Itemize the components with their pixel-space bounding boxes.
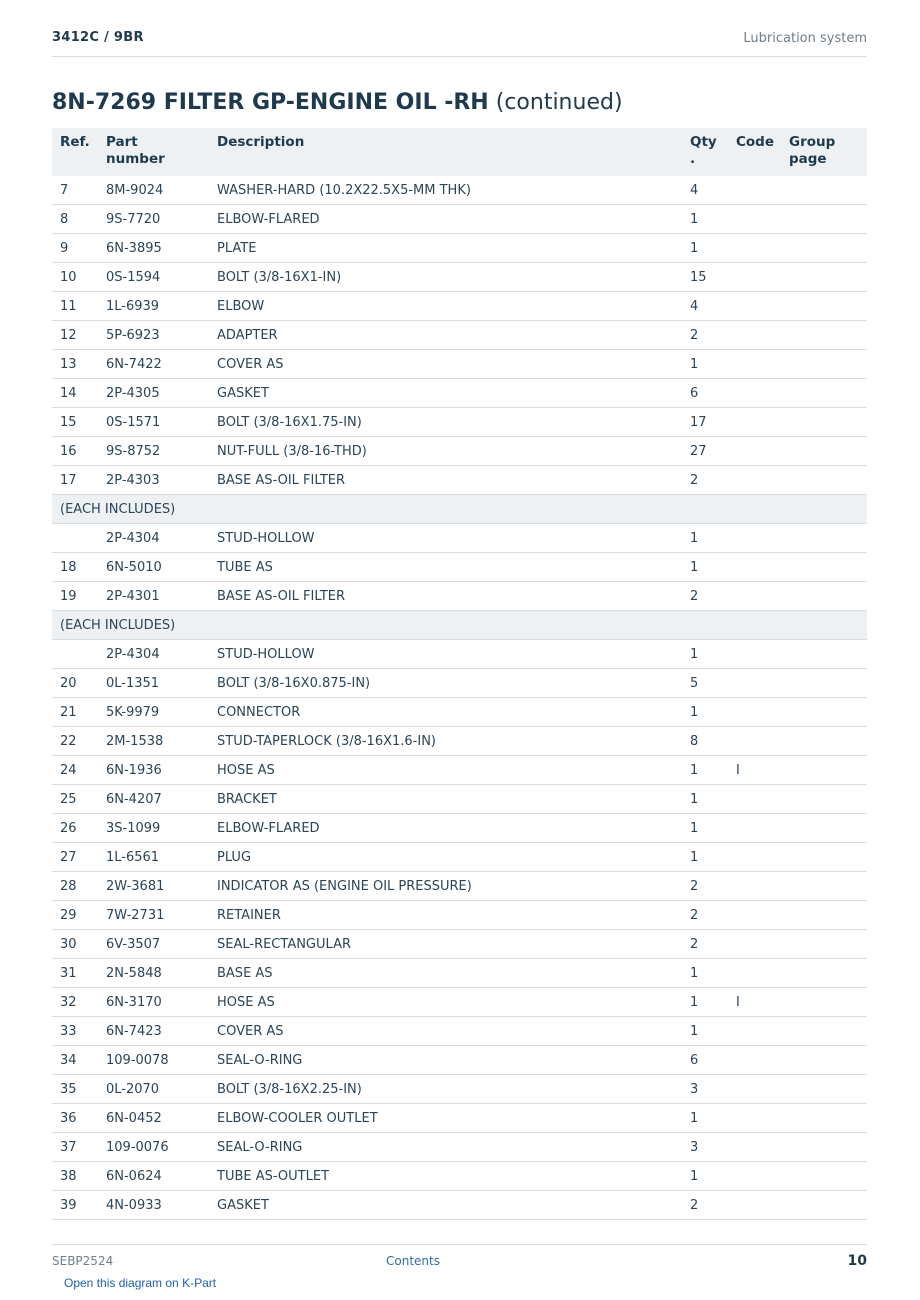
cell-code — [728, 350, 781, 379]
cell-group-page — [781, 1046, 867, 1075]
cell-ref: 27 — [52, 843, 98, 872]
cell-qty: 17 — [682, 408, 728, 437]
note-text: (EACH INCLUDES) — [52, 495, 867, 524]
cell-group-page — [781, 872, 867, 901]
cell-part-number: 2P-4304 — [98, 524, 209, 553]
cell-code — [728, 553, 781, 582]
cell-description: CONNECTOR — [209, 698, 682, 727]
table-row — [52, 263, 867, 292]
cell-qty: 1 — [682, 698, 728, 727]
table-row — [52, 785, 867, 814]
cell-group-page — [781, 1162, 867, 1191]
table-row — [52, 379, 867, 408]
cell-ref — [52, 640, 98, 669]
cell-ref: 28 — [52, 872, 98, 901]
cell-part-number: 2P-4303 — [98, 466, 209, 495]
cell-qty: 1 — [682, 814, 728, 843]
document-id: SEBP2524 — [52, 1254, 114, 1268]
cell-code — [728, 292, 781, 321]
cell-group-page — [781, 930, 867, 959]
cell-description: NUT-FULL (3/8-16-THD) — [209, 437, 682, 466]
cell-qty: 1 — [682, 1104, 728, 1133]
cell-qty: 1 — [682, 756, 728, 785]
note-row — [52, 495, 867, 524]
cell-qty: 1 — [682, 524, 728, 553]
cell-qty: 2 — [682, 872, 728, 901]
table-row — [52, 640, 867, 669]
cell-code — [728, 205, 781, 234]
cell-group-page — [781, 901, 867, 930]
cell-part-number: 8M-9024 — [98, 176, 209, 205]
table-row — [52, 524, 867, 553]
cell-ref: 18 — [52, 553, 98, 582]
cell-group-page — [781, 1017, 867, 1046]
cell-ref: 12 — [52, 321, 98, 350]
cell-part-number: 2P-4301 — [98, 582, 209, 611]
cell-ref: 35 — [52, 1075, 98, 1104]
cell-description: SEAL-O-RING — [209, 1133, 682, 1162]
cell-qty: 2 — [682, 582, 728, 611]
cell-ref: 9 — [52, 234, 98, 263]
title-suffix: (continued) — [495, 90, 623, 115]
cell-part-number: 6N-7422 — [98, 350, 209, 379]
cell-ref: 36 — [52, 1104, 98, 1133]
cell-part-number: 6N-7423 — [98, 1017, 209, 1046]
cell-qty: 1 — [682, 350, 728, 379]
cell-code — [728, 959, 781, 988]
cell-qty: 8 — [682, 727, 728, 756]
cell-description: BOLT (3/8-16X0.875-IN) — [209, 669, 682, 698]
cell-description: RETAINER — [209, 901, 682, 930]
cell-ref: 17 — [52, 466, 98, 495]
cell-code — [728, 1075, 781, 1104]
cell-ref: 21 — [52, 698, 98, 727]
cell-part-number: 3S-1099 — [98, 814, 209, 843]
cell-ref: 30 — [52, 930, 98, 959]
table-row — [52, 234, 867, 263]
cell-part-number: 1L-6939 — [98, 292, 209, 321]
cell-group-page — [781, 785, 867, 814]
note-row — [52, 611, 867, 640]
table-row — [52, 1017, 867, 1046]
cell-code — [728, 1104, 781, 1133]
cell-description: INDICATOR AS (ENGINE OIL PRESSURE) — [209, 872, 682, 901]
cell-part-number: 6N-4207 — [98, 785, 209, 814]
cell-group-page — [781, 408, 867, 437]
cell-qty: 4 — [682, 176, 728, 205]
cell-description: GASKET — [209, 379, 682, 408]
cell-description: TUBE AS-OUTLET — [209, 1162, 682, 1191]
section-label: Lubrication system — [743, 31, 867, 46]
cell-group-page — [781, 1133, 867, 1162]
cell-description: BASE AS — [209, 959, 682, 988]
cell-code — [728, 640, 781, 669]
cell-part-number: 2P-4305 — [98, 379, 209, 408]
cell-ref: 25 — [52, 785, 98, 814]
cell-group-page — [781, 292, 867, 321]
cell-description: BOLT (3/8-16X1.75-IN) — [209, 408, 682, 437]
cell-description: ELBOW-COOLER OUTLET — [209, 1104, 682, 1133]
cell-code — [728, 1017, 781, 1046]
cell-description: BRACKET — [209, 785, 682, 814]
cell-group-page — [781, 1104, 867, 1133]
contents-link[interactable]: Contents — [386, 1254, 440, 1268]
cell-part-number: 1L-6561 — [98, 843, 209, 872]
table-row — [52, 1162, 867, 1191]
cell-part-number: 0L-1351 — [98, 669, 209, 698]
cell-description: ADAPTER — [209, 321, 682, 350]
cell-ref: 24 — [52, 756, 98, 785]
parts-table-body — [52, 176, 867, 1220]
cell-description: PLATE — [209, 234, 682, 263]
cell-group-page — [781, 524, 867, 553]
cell-code — [728, 408, 781, 437]
cell-description: TUBE AS — [209, 553, 682, 582]
cell-qty: 1 — [682, 843, 728, 872]
cell-qty: 6 — [682, 1046, 728, 1075]
cell-ref: 38 — [52, 1162, 98, 1191]
note-text: (EACH INCLUDES) — [52, 611, 867, 640]
table-row — [52, 698, 867, 727]
cell-description: COVER AS — [209, 350, 682, 379]
cell-group-page — [781, 640, 867, 669]
cell-group-page — [781, 263, 867, 292]
header-description: Description — [217, 134, 305, 150]
cell-group-page — [781, 1191, 867, 1220]
cell-group-page — [781, 321, 867, 350]
cell-ref: 29 — [52, 901, 98, 930]
cell-qty: 2 — [682, 1191, 728, 1220]
cell-group-page — [781, 843, 867, 872]
page-number: 10 — [847, 1253, 867, 1269]
model-label: 3412C / 9BR — [52, 30, 144, 45]
table-row — [52, 1104, 867, 1133]
cell-group-page — [781, 1075, 867, 1104]
cell-code — [728, 669, 781, 698]
header-ref: Ref. — [60, 134, 90, 150]
cell-part-number: 0S-1571 — [98, 408, 209, 437]
cell-qty: 6 — [682, 379, 728, 408]
cell-group-page — [781, 669, 867, 698]
cell-code — [728, 727, 781, 756]
cell-code — [728, 901, 781, 930]
cell-group-page — [781, 756, 867, 785]
cell-group-page — [781, 350, 867, 379]
cell-code — [728, 582, 781, 611]
cell-description: ELBOW-FLARED — [209, 814, 682, 843]
table-row — [52, 408, 867, 437]
cell-code — [728, 263, 781, 292]
cell-description: ELBOW — [209, 292, 682, 321]
cell-description: ELBOW-FLARED — [209, 205, 682, 234]
cell-group-page — [781, 727, 867, 756]
table-row — [52, 582, 867, 611]
cell-ref — [52, 524, 98, 553]
cell-code — [728, 176, 781, 205]
page-title — [52, 90, 623, 115]
cell-qty: 2 — [682, 321, 728, 350]
cell-code — [728, 379, 781, 408]
cell-part-number: 6N-3170 — [98, 988, 209, 1017]
cell-part-number: 6N-1936 — [98, 756, 209, 785]
cell-qty: 1 — [682, 234, 728, 263]
cell-code — [728, 1191, 781, 1220]
cell-ref: 32 — [52, 988, 98, 1017]
cell-part-number: 2M-1538 — [98, 727, 209, 756]
cell-description: STUD-HOLLOW — [209, 640, 682, 669]
cell-part-number: 109-0076 — [98, 1133, 209, 1162]
cell-part-number: 2N-5848 — [98, 959, 209, 988]
cell-qty: 2 — [682, 930, 728, 959]
title-main: 8N-7269 FILTER GP-ENGINE OIL -RH — [52, 90, 489, 115]
cell-group-page — [781, 582, 867, 611]
cell-part-number: 2W-3681 — [98, 872, 209, 901]
cell-qty: 1 — [682, 1017, 728, 1046]
cell-part-number: 6N-3895 — [98, 234, 209, 263]
cell-group-page — [781, 205, 867, 234]
header-code: Code — [736, 134, 775, 150]
cell-code — [728, 466, 781, 495]
table-row — [52, 321, 867, 350]
table-row — [52, 437, 867, 466]
table-row — [52, 466, 867, 495]
cell-description: STUD-HOLLOW — [209, 524, 682, 553]
cell-group-page — [781, 176, 867, 205]
table-row — [52, 814, 867, 843]
cell-ref: 22 — [52, 727, 98, 756]
cell-part-number: 109-0078 — [98, 1046, 209, 1075]
table-row — [52, 930, 867, 959]
cell-ref: 34 — [52, 1046, 98, 1075]
cell-description: BASE AS-OIL FILTER — [209, 582, 682, 611]
table-row — [52, 756, 867, 785]
table-row — [52, 959, 867, 988]
table-row — [52, 205, 867, 234]
cell-ref: 7 — [52, 176, 98, 205]
cell-ref: 19 — [52, 582, 98, 611]
cell-ref: 8 — [52, 205, 98, 234]
table-row — [52, 553, 867, 582]
cell-part-number: 7W-2731 — [98, 901, 209, 930]
cell-description: GASKET — [209, 1191, 682, 1220]
cell-description: BASE AS-OIL FILTER — [209, 466, 682, 495]
cell-code — [728, 872, 781, 901]
cell-code — [728, 930, 781, 959]
cell-ref: 14 — [52, 379, 98, 408]
cell-code — [728, 1133, 781, 1162]
cell-ref: 15 — [52, 408, 98, 437]
cell-description: SEAL-RECTANGULAR — [209, 930, 682, 959]
cell-ref: 39 — [52, 1191, 98, 1220]
cell-code — [728, 785, 781, 814]
cell-group-page — [781, 379, 867, 408]
cell-part-number: 9S-8752 — [98, 437, 209, 466]
header-part-number: Part number — [106, 134, 165, 167]
cell-qty: 2 — [682, 466, 728, 495]
cell-ref: 20 — [52, 669, 98, 698]
cell-code — [728, 321, 781, 350]
cell-part-number: 4N-0933 — [98, 1191, 209, 1220]
parts-table — [52, 128, 867, 1220]
cell-description: BOLT (3/8-16X2.25-IN) — [209, 1075, 682, 1104]
cell-description: BOLT (3/8-16X1-IN) — [209, 263, 682, 292]
table-row — [52, 1191, 867, 1220]
cell-code — [728, 1162, 781, 1191]
cell-description: WASHER-HARD (10.2X22.5X5-MM THK) — [209, 176, 682, 205]
cell-code — [728, 234, 781, 263]
cell-ref: 26 — [52, 814, 98, 843]
cell-code: I — [728, 756, 781, 785]
header-group-page: Group page — [789, 134, 836, 167]
table-row — [52, 727, 867, 756]
cell-part-number: 0L-2070 — [98, 1075, 209, 1104]
table-row — [52, 176, 867, 205]
cell-part-number: 0S-1594 — [98, 263, 209, 292]
cell-code — [728, 698, 781, 727]
cell-code: I — [728, 988, 781, 1017]
cell-part-number: 5P-6923 — [98, 321, 209, 350]
cell-description: HOSE AS — [209, 988, 682, 1017]
cell-qty: 1 — [682, 959, 728, 988]
cell-code — [728, 1046, 781, 1075]
cell-group-page — [781, 234, 867, 263]
cell-part-number: 2P-4304 — [98, 640, 209, 669]
cell-code — [728, 843, 781, 872]
table-row — [52, 988, 867, 1017]
table-row — [52, 872, 867, 901]
cell-qty: 27 — [682, 437, 728, 466]
cell-part-number: 6N-5010 — [98, 553, 209, 582]
cell-code — [728, 524, 781, 553]
cell-ref: 16 — [52, 437, 98, 466]
table-row — [52, 350, 867, 379]
table-row — [52, 901, 867, 930]
page-header — [52, 28, 867, 57]
cell-code — [728, 814, 781, 843]
cell-group-page — [781, 959, 867, 988]
cell-qty: 4 — [682, 292, 728, 321]
cell-qty: 1 — [682, 553, 728, 582]
cell-qty: 1 — [682, 1162, 728, 1191]
cell-group-page — [781, 988, 867, 1017]
page-footer — [52, 1244, 867, 1275]
cell-group-page — [781, 814, 867, 843]
open-kpart-diagram-link[interactable]: Open this diagram on K-Part — [64, 1276, 217, 1290]
cell-qty: 1 — [682, 785, 728, 814]
table-row — [52, 1133, 867, 1162]
cell-group-page — [781, 466, 867, 495]
cell-qty: 2 — [682, 901, 728, 930]
table-row — [52, 669, 867, 698]
cell-ref: 13 — [52, 350, 98, 379]
cell-description: COVER AS — [209, 1017, 682, 1046]
table-row — [52, 1046, 867, 1075]
cell-qty: 3 — [682, 1133, 728, 1162]
cell-description: HOSE AS — [209, 756, 682, 785]
cell-qty: 15 — [682, 263, 728, 292]
cell-qty: 3 — [682, 1075, 728, 1104]
cell-ref: 10 — [52, 263, 98, 292]
cell-part-number: 9S-7720 — [98, 205, 209, 234]
cell-code — [728, 437, 781, 466]
cell-ref: 33 — [52, 1017, 98, 1046]
cell-ref: 37 — [52, 1133, 98, 1162]
cell-description: STUD-TAPERLOCK (3/8-16X1.6-IN) — [209, 727, 682, 756]
cell-description: SEAL-O-RING — [209, 1046, 682, 1075]
cell-ref: 31 — [52, 959, 98, 988]
table-header-row — [52, 128, 867, 176]
cell-qty: 1 — [682, 640, 728, 669]
cell-part-number: 6N-0452 — [98, 1104, 209, 1133]
cell-qty: 5 — [682, 669, 728, 698]
header-qty: Qty . — [690, 134, 717, 167]
cell-ref: 11 — [52, 292, 98, 321]
cell-group-page — [781, 698, 867, 727]
cell-part-number: 6V-3507 — [98, 930, 209, 959]
table-row — [52, 843, 867, 872]
cell-qty: 1 — [682, 205, 728, 234]
cell-part-number: 6N-0624 — [98, 1162, 209, 1191]
cell-part-number: 5K-9979 — [98, 698, 209, 727]
cell-group-page — [781, 437, 867, 466]
table-row — [52, 1075, 867, 1104]
cell-qty: 1 — [682, 988, 728, 1017]
cell-description: PLUG — [209, 843, 682, 872]
table-row — [52, 292, 867, 321]
cell-group-page — [781, 553, 867, 582]
